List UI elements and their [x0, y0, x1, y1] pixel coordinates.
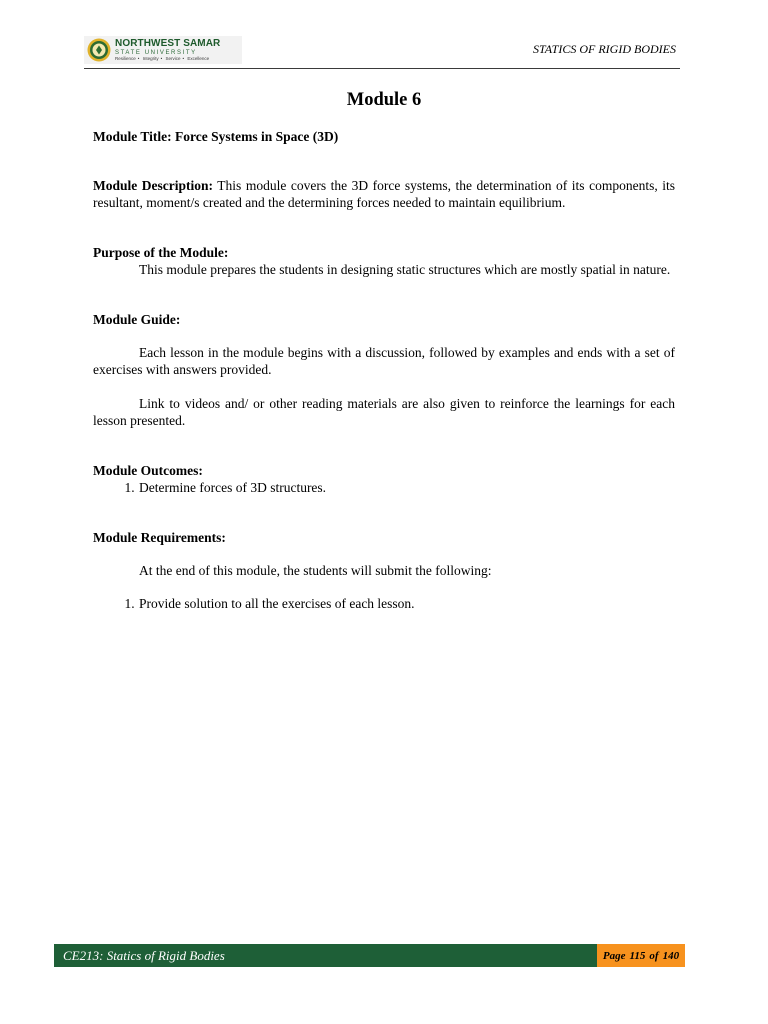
motto-word: Excellence	[187, 55, 210, 61]
guide-paragraph: Link to videos and/ or other reading materials are also given to reinforce the learnings for each lesson presented.	[93, 396, 675, 428]
motto-word: Integrity	[142, 55, 159, 61]
guide-label: Module Guide:	[93, 312, 181, 327]
description-text: This module covers the 3D force systems, the determination of its components, its resultant, moment/s created and the determining forces needed to maintain equilibrium.	[93, 178, 675, 210]
logo-motto: Resilience • Integrity • Service • Excellence	[115, 55, 210, 61]
outcomes-label: Module Outcomes:	[93, 463, 203, 478]
purpose-label: Purpose of the Module:	[93, 245, 229, 260]
page-word: Page	[602, 949, 626, 962]
requirements-list	[93, 595, 675, 612]
module-description	[93, 177, 675, 211]
university-logo	[84, 36, 242, 64]
requirements-intro: At the end of this module, the students will submit the following:	[139, 563, 492, 578]
requirements-label: Module Requirements:	[93, 530, 226, 545]
page-footer	[54, 944, 685, 967]
header-course-title: STATICS OF RIGID BODIES	[533, 42, 676, 56]
page-indicator	[597, 944, 685, 967]
module-heading: Module 6	[346, 90, 422, 110]
list-item: 1. Provide solution to all the exercises of each lesson.	[138, 595, 675, 612]
outcomes-list	[93, 479, 675, 496]
logo-name: NORTHWEST SAMAR	[115, 37, 221, 49]
description-label: Module Description:	[93, 178, 214, 193]
of-word: of	[649, 949, 659, 962]
university-seal-icon	[87, 38, 111, 62]
page-number: 115	[629, 949, 646, 962]
purpose-text: This module prepares the students in designing static structures which are mostly spatial in nature.	[139, 262, 671, 277]
page-header	[84, 36, 680, 69]
logo-subtitle: STATE UNIVERSITY	[115, 49, 197, 56]
module-content	[93, 88, 675, 612]
footer-course: CE213: Statics of Rigid Bodies	[63, 947, 225, 963]
module-title: Module Title: Force Systems in Space (3D)	[93, 129, 339, 144]
list-item: 1. Determine forces of 3D structures.	[138, 479, 675, 496]
motto-word: Resilience	[115, 55, 136, 61]
total-pages: 140	[662, 949, 680, 962]
guide-paragraph: Each lesson in the module begins with a discussion, followed by examples and ends with a set of exercises with answers provided.	[93, 345, 675, 377]
motto-word: Service	[165, 55, 181, 61]
